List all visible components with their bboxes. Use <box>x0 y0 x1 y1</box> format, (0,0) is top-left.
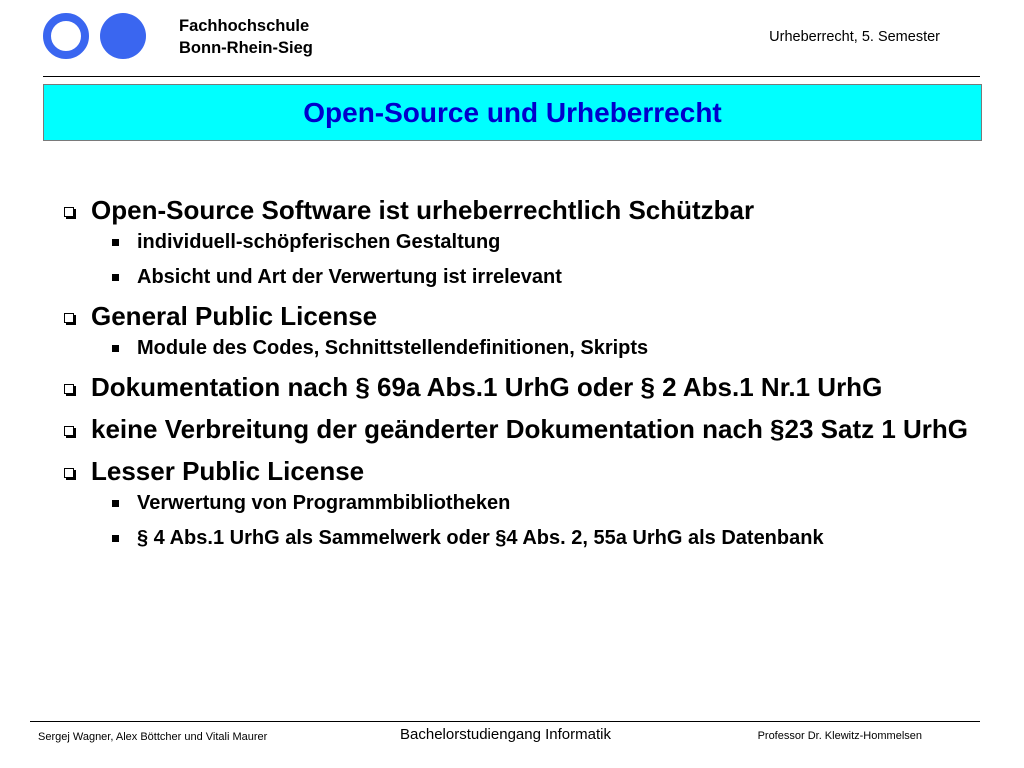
bullet-text: Dokumentation nach § 69a Abs.1 UrhG oder § 2 Abs.1 Nr.1 UrhG <box>91 372 883 402</box>
footer-authors: Sergej Wagner, Alex Böttcher und Vitali Maurer <box>38 731 268 743</box>
logo-dot-icon <box>100 13 146 59</box>
sub-bullet-item <box>64 490 974 517</box>
slide-title-box <box>43 84 982 141</box>
bullet-text: keine Verbreitung der geänderter Dokumentation nach §23 Satz 1 UrhG <box>91 414 969 444</box>
bullet-text: General Public License <box>91 301 378 331</box>
school-name-line2: Bonn-Rhein-Sieg <box>179 39 313 57</box>
hollow-square-bullet-icon <box>64 426 74 436</box>
hollow-square-bullet-icon <box>64 207 74 217</box>
bullet-text: Lesser Public License <box>91 456 365 486</box>
logo-ring-icon <box>43 13 89 59</box>
hollow-square-bullet-icon <box>64 468 74 478</box>
sub-bullet-item <box>64 525 974 552</box>
header-divider <box>43 76 980 77</box>
slide-title: Open-Source und Urheberrecht <box>303 96 722 128</box>
hollow-square-bullet-icon <box>64 313 74 323</box>
bullet-text: Open-Source Software ist urheberrechtlich Schützbar <box>91 195 755 225</box>
sub-bullet-item <box>64 264 974 291</box>
bullet-item <box>64 412 974 446</box>
school-name-line1: Fachhochschule <box>179 17 310 35</box>
filled-square-bullet-icon <box>112 239 119 246</box>
footer-program: Bachelorstudiengang Informatik <box>400 726 611 743</box>
bullet-item <box>64 193 974 227</box>
footer-divider <box>30 721 980 722</box>
hollow-square-bullet-icon <box>64 384 74 394</box>
bullet-item <box>64 454 974 488</box>
filled-square-bullet-icon <box>112 345 119 352</box>
filled-square-bullet-icon <box>112 274 119 281</box>
sub-bullet-text: § 4 Abs.1 UrhG als Sammelwerk oder §4 Abs. 2, 55a UrhG als Datenbank <box>137 527 824 549</box>
sub-bullet-text: individuell-schöpferischen Gestaltung <box>137 231 501 253</box>
footer-professor: Professor Dr. Klewitz-Hommelsen <box>757 730 922 742</box>
course-label: Urheberrecht, 5. Semester <box>769 29 940 45</box>
sub-bullet-item <box>64 229 974 256</box>
school-logo <box>43 13 153 59</box>
filled-square-bullet-icon <box>112 535 119 542</box>
school-name <box>179 15 313 59</box>
bullet-item <box>64 299 974 333</box>
sub-bullet-text: Module des Codes, Schnittstellendefinitionen, Skripts <box>137 337 649 359</box>
filled-square-bullet-icon <box>112 500 119 507</box>
bullet-list <box>64 193 974 560</box>
sub-bullet-text: Absicht und Art der Verwertung ist irrelevant <box>137 266 562 288</box>
sub-bullet-text: Verwertung von Programmbibliotheken <box>137 492 511 514</box>
sub-bullet-item <box>64 335 974 362</box>
bullet-item <box>64 370 974 404</box>
